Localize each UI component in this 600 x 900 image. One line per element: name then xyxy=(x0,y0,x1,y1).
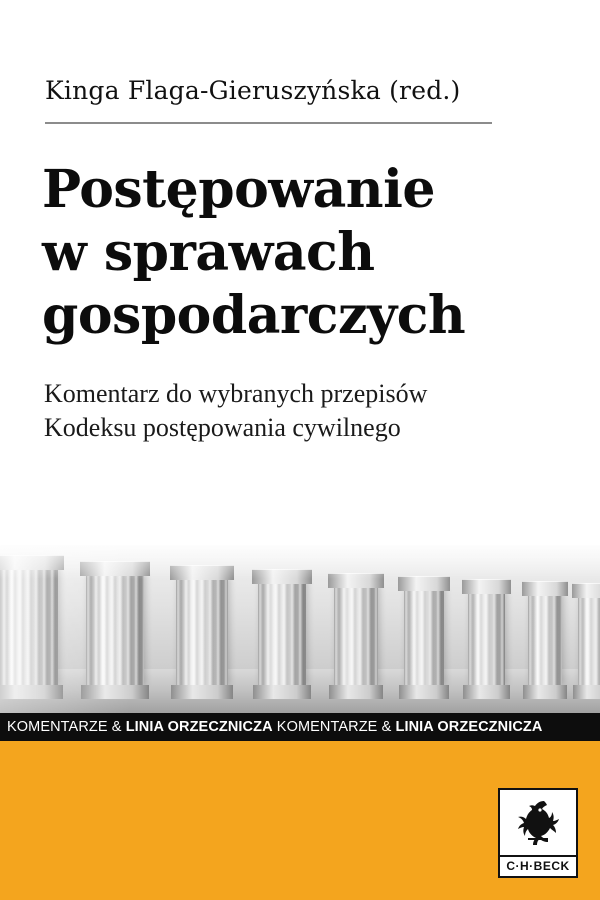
title-line-3: gospodarczych xyxy=(42,285,466,346)
publisher-name: C·H·BECK xyxy=(500,855,576,876)
editor-name: Kinga Flaga-Gieruszyńska (red.) xyxy=(45,76,461,105)
griffin-icon xyxy=(500,796,576,852)
series-segment-3: KOMENTARZE xyxy=(276,719,378,735)
subtitle-line-1: Komentarz do wybranych przepisów xyxy=(44,379,428,408)
series-amp-2: & xyxy=(381,719,392,735)
series-segment-1: KOMENTARZE xyxy=(7,719,108,735)
series-segment-2: LINIA ORZECZNICZA xyxy=(125,719,273,735)
column-8 xyxy=(528,593,562,685)
subtitle-line-2: Kodeksu postępowania cywilnego xyxy=(44,413,401,442)
column-9 xyxy=(578,595,600,685)
series-label xyxy=(7,719,542,735)
book-title xyxy=(42,158,562,347)
column-5 xyxy=(334,585,378,685)
series-amp-1: & xyxy=(111,719,122,735)
column-6 xyxy=(404,588,444,685)
editor-divider xyxy=(45,122,492,124)
publisher-logo xyxy=(498,788,578,878)
book-subtitle xyxy=(44,377,564,445)
columns-photo xyxy=(0,545,600,715)
column-2 xyxy=(86,573,144,685)
column-7 xyxy=(468,591,505,685)
title-line-2: w sprawach xyxy=(42,222,375,283)
column-1 xyxy=(0,567,58,685)
title-line-1: Postępowanie xyxy=(42,159,435,220)
cover-footer-orange xyxy=(0,741,600,900)
series-bar xyxy=(0,713,600,741)
column-3 xyxy=(176,577,228,685)
series-segment-4: LINIA ORZECZNICZA xyxy=(395,719,543,735)
column-4 xyxy=(258,581,306,685)
